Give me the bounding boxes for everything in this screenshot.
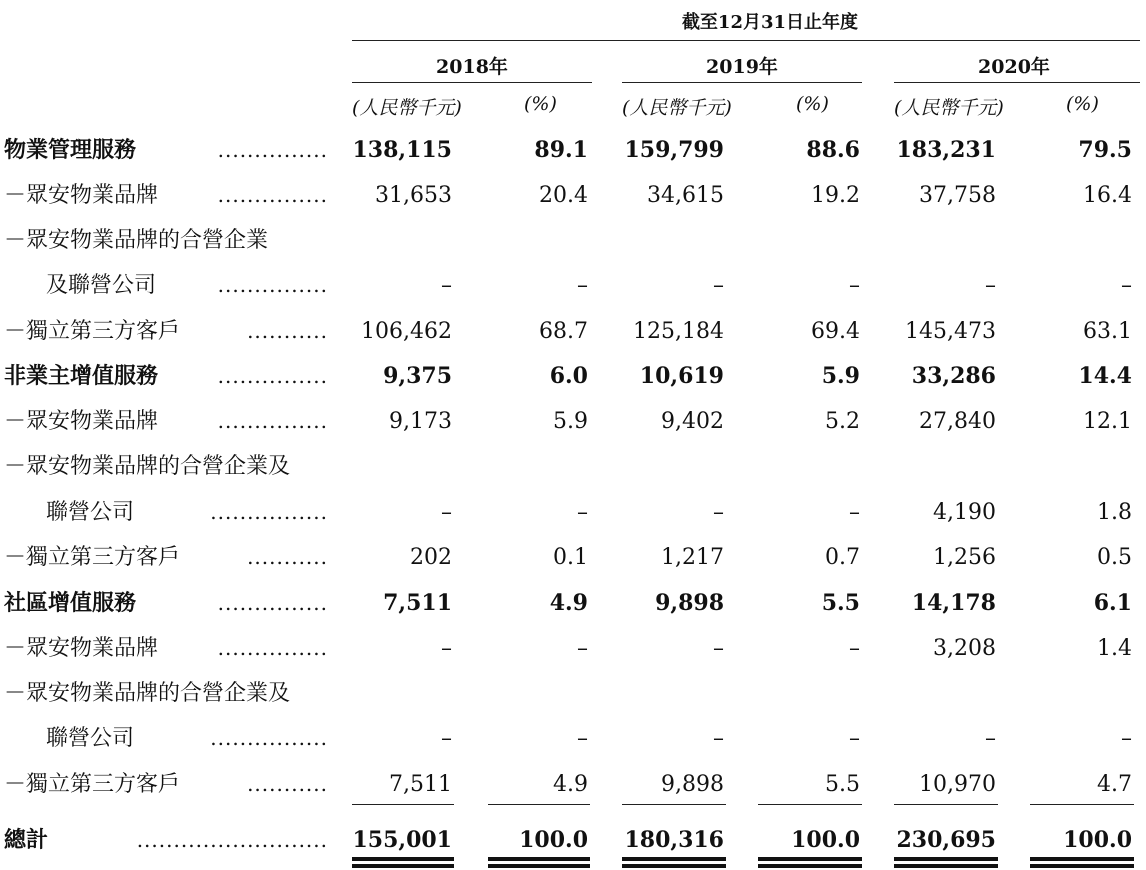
cell-value: 34,615 (647, 183, 724, 208)
total-double-rule-c5b (894, 864, 998, 868)
cell-value: 100.0 (1063, 827, 1132, 853)
year-rule-2018 (352, 82, 592, 83)
table-row (0, 173, 1146, 218)
table-row (0, 444, 1146, 489)
cell-value: 100.0 (519, 827, 588, 853)
cell-value: – (849, 636, 860, 661)
cell-value: 5.9 (821, 363, 860, 389)
row-label: 物業管理服務 (4, 137, 137, 163)
cell-value: 33,286 (911, 363, 996, 389)
cell-value: 5.5 (825, 772, 860, 797)
row-label: －眾安物業品牌 (4, 636, 159, 661)
cell-value: 0.1 (553, 545, 588, 570)
cell-value: 9,375 (383, 363, 452, 389)
leader-dots: ........... (247, 545, 328, 569)
cell-value: 0.7 (825, 545, 860, 570)
cell-value: – (441, 273, 452, 298)
total-double-rule-c1 (352, 857, 454, 861)
cell-value: 1.4 (1097, 636, 1132, 661)
cell-value: – (1121, 726, 1132, 751)
cell-value: 12.1 (1083, 409, 1132, 434)
cell-value: 202 (410, 545, 452, 570)
cell-value: – (441, 636, 452, 661)
row-label: －眾安物業品牌的合營企業 (4, 228, 269, 253)
leader-dots: ............... (217, 138, 328, 162)
row-label: －獨立第三方客戶 (4, 545, 181, 570)
cell-value: – (849, 273, 860, 298)
leader-dots: ............... (217, 636, 328, 660)
cell-value: 4.7 (1097, 772, 1132, 797)
cell-value: 4.9 (553, 772, 588, 797)
pct-label-2020: (%) (1066, 93, 1099, 115)
table-row (0, 218, 1146, 263)
cell-value: 16.4 (1083, 183, 1132, 208)
cell-value: 37,758 (919, 183, 996, 208)
table-row (0, 309, 1146, 354)
year-rule-2020 (894, 82, 1140, 83)
row-label: 社區增值服務 (4, 590, 137, 616)
cell-value: 100.0 (791, 827, 860, 853)
leader-dots: ............... (217, 409, 328, 433)
table-row (0, 128, 1146, 173)
cell-value: 89.1 (534, 137, 588, 163)
total-double-rule-c2 (488, 857, 590, 861)
cell-value: 5.5 (821, 590, 860, 616)
unit-label-2019: (人民幣千元) (622, 97, 732, 119)
table-row (0, 762, 1146, 807)
leader-dots: ........... (247, 772, 328, 796)
cell-value: 5.9 (553, 409, 588, 434)
subtotal-rule-c2 (488, 804, 590, 805)
cell-value: 125,184 (633, 319, 724, 344)
cell-value: – (713, 636, 724, 661)
cell-value: 27,840 (919, 409, 996, 434)
total-double-rule-c3b (622, 864, 726, 868)
table-row (0, 354, 1146, 399)
year-2018: 2018年 (436, 56, 508, 78)
row-label: －眾安物業品牌 (4, 409, 159, 434)
table-row (0, 671, 1146, 716)
cell-value: – (985, 726, 996, 751)
row-label: －獨立第三方客戶 (4, 772, 181, 797)
total-double-rule-c1b (352, 864, 454, 868)
total-double-rule-c6 (1030, 857, 1134, 861)
cell-value: – (577, 273, 588, 298)
cell-value: 10,970 (919, 772, 996, 797)
cell-value: 159,799 (624, 137, 724, 163)
total-double-rule-c4 (758, 857, 862, 861)
cell-value: – (1121, 273, 1132, 298)
cell-value: 1,217 (661, 545, 724, 570)
cell-value: 20.4 (539, 183, 588, 208)
table-row (0, 716, 1146, 761)
cell-value: 5.2 (825, 409, 860, 434)
cell-value: 6.0 (549, 363, 588, 389)
table-row (0, 626, 1146, 671)
subtotal-rule-c5 (894, 804, 998, 805)
leader-dots: ............... (217, 364, 328, 388)
cell-value: 14.4 (1078, 363, 1132, 389)
cell-value: – (985, 273, 996, 298)
leader-dots: .......................... (136, 828, 328, 852)
row-label: 聯營公司 (46, 500, 135, 525)
total-double-rule-c5 (894, 857, 998, 861)
table-row (0, 399, 1146, 444)
leader-dots: ............... (217, 273, 328, 297)
table-row (0, 581, 1146, 626)
cell-value: 9,898 (661, 772, 724, 797)
cell-value: 138,115 (352, 137, 452, 163)
table-row (0, 490, 1146, 535)
row-label: 聯營公司 (46, 726, 135, 751)
year-rule-2019 (622, 82, 862, 83)
cell-value: 10,619 (639, 363, 724, 389)
subtotal-rule-c4 (758, 804, 862, 805)
cell-value: 3,208 (933, 636, 996, 661)
cell-value: – (849, 726, 860, 751)
subtotal-rule-c6 (1030, 804, 1134, 805)
cell-value: 180,316 (624, 827, 724, 853)
year-2019: 2019年 (706, 56, 778, 78)
leader-dots: ................ (210, 500, 328, 524)
row-label: －眾安物業品牌的合營企業及 (4, 454, 291, 479)
leader-dots: ............... (217, 591, 328, 615)
total-double-rule-c2b (488, 864, 590, 868)
total-double-rule-c6b (1030, 864, 1134, 868)
year-2020: 2020年 (978, 56, 1050, 78)
cell-value: 69.4 (811, 319, 860, 344)
row-label: －獨立第三方客戶 (4, 319, 181, 344)
cell-value: 31,653 (375, 183, 452, 208)
unit-label-2020: (人民幣千元) (894, 97, 1004, 119)
row-label: 總計 (4, 827, 49, 853)
pct-label-2019: (%) (796, 93, 829, 115)
row-label: 非業主增值服務 (4, 363, 159, 389)
unit-label-2018: (人民幣千元) (352, 97, 462, 119)
cell-value: – (441, 726, 452, 751)
total-double-rule-c4b (758, 864, 862, 868)
leader-dots: ............... (217, 183, 328, 207)
cell-value: 145,473 (905, 319, 996, 344)
subtotal-rule-c1 (352, 804, 454, 805)
cell-value: 7,511 (389, 772, 452, 797)
cell-value: 106,462 (361, 319, 452, 344)
cell-value: 68.7 (539, 319, 588, 344)
cell-value: – (441, 500, 452, 525)
cell-value: 6.1 (1093, 590, 1132, 616)
leader-dots: ................ (210, 726, 328, 750)
cell-value: 79.5 (1078, 137, 1132, 163)
total-double-rule-c3 (622, 857, 726, 861)
cell-value: 7,511 (383, 590, 452, 616)
period-title: 截至12月31日止年度 (681, 12, 859, 33)
cell-value: 1.8 (1097, 500, 1132, 525)
cell-value: – (713, 726, 724, 751)
cell-value: 9,402 (661, 409, 724, 434)
cell-value: 0.5 (1097, 545, 1132, 570)
row-label: 及聯營公司 (46, 273, 157, 298)
pct-label-2018: (%) (524, 93, 557, 115)
cell-value: 4.9 (549, 590, 588, 616)
cell-value: 155,001 (352, 827, 452, 853)
cell-value: – (577, 726, 588, 751)
period-rule (352, 40, 1140, 41)
cell-value: – (713, 273, 724, 298)
cell-value: 63.1 (1083, 319, 1132, 344)
leader-dots: ........... (247, 319, 328, 343)
cell-value: – (849, 500, 860, 525)
cell-value: 183,231 (896, 137, 996, 163)
cell-value: 9,173 (389, 409, 452, 434)
cell-value: 19.2 (811, 183, 860, 208)
cell-value: – (577, 500, 588, 525)
cell-value: 14,178 (911, 590, 996, 616)
table-row (0, 263, 1146, 308)
table-row (0, 535, 1146, 580)
cell-value: – (713, 500, 724, 525)
cell-value: 9,898 (655, 590, 724, 616)
row-label: －眾安物業品牌的合營企業及 (4, 681, 291, 706)
cell-value: 88.6 (806, 137, 860, 163)
cell-value: 230,695 (896, 827, 996, 853)
cell-value: 4,190 (933, 500, 996, 525)
row-label: －眾安物業品牌 (4, 183, 159, 208)
subtotal-rule-c3 (622, 804, 726, 805)
cell-value: – (577, 636, 588, 661)
cell-value: 1,256 (933, 545, 996, 570)
